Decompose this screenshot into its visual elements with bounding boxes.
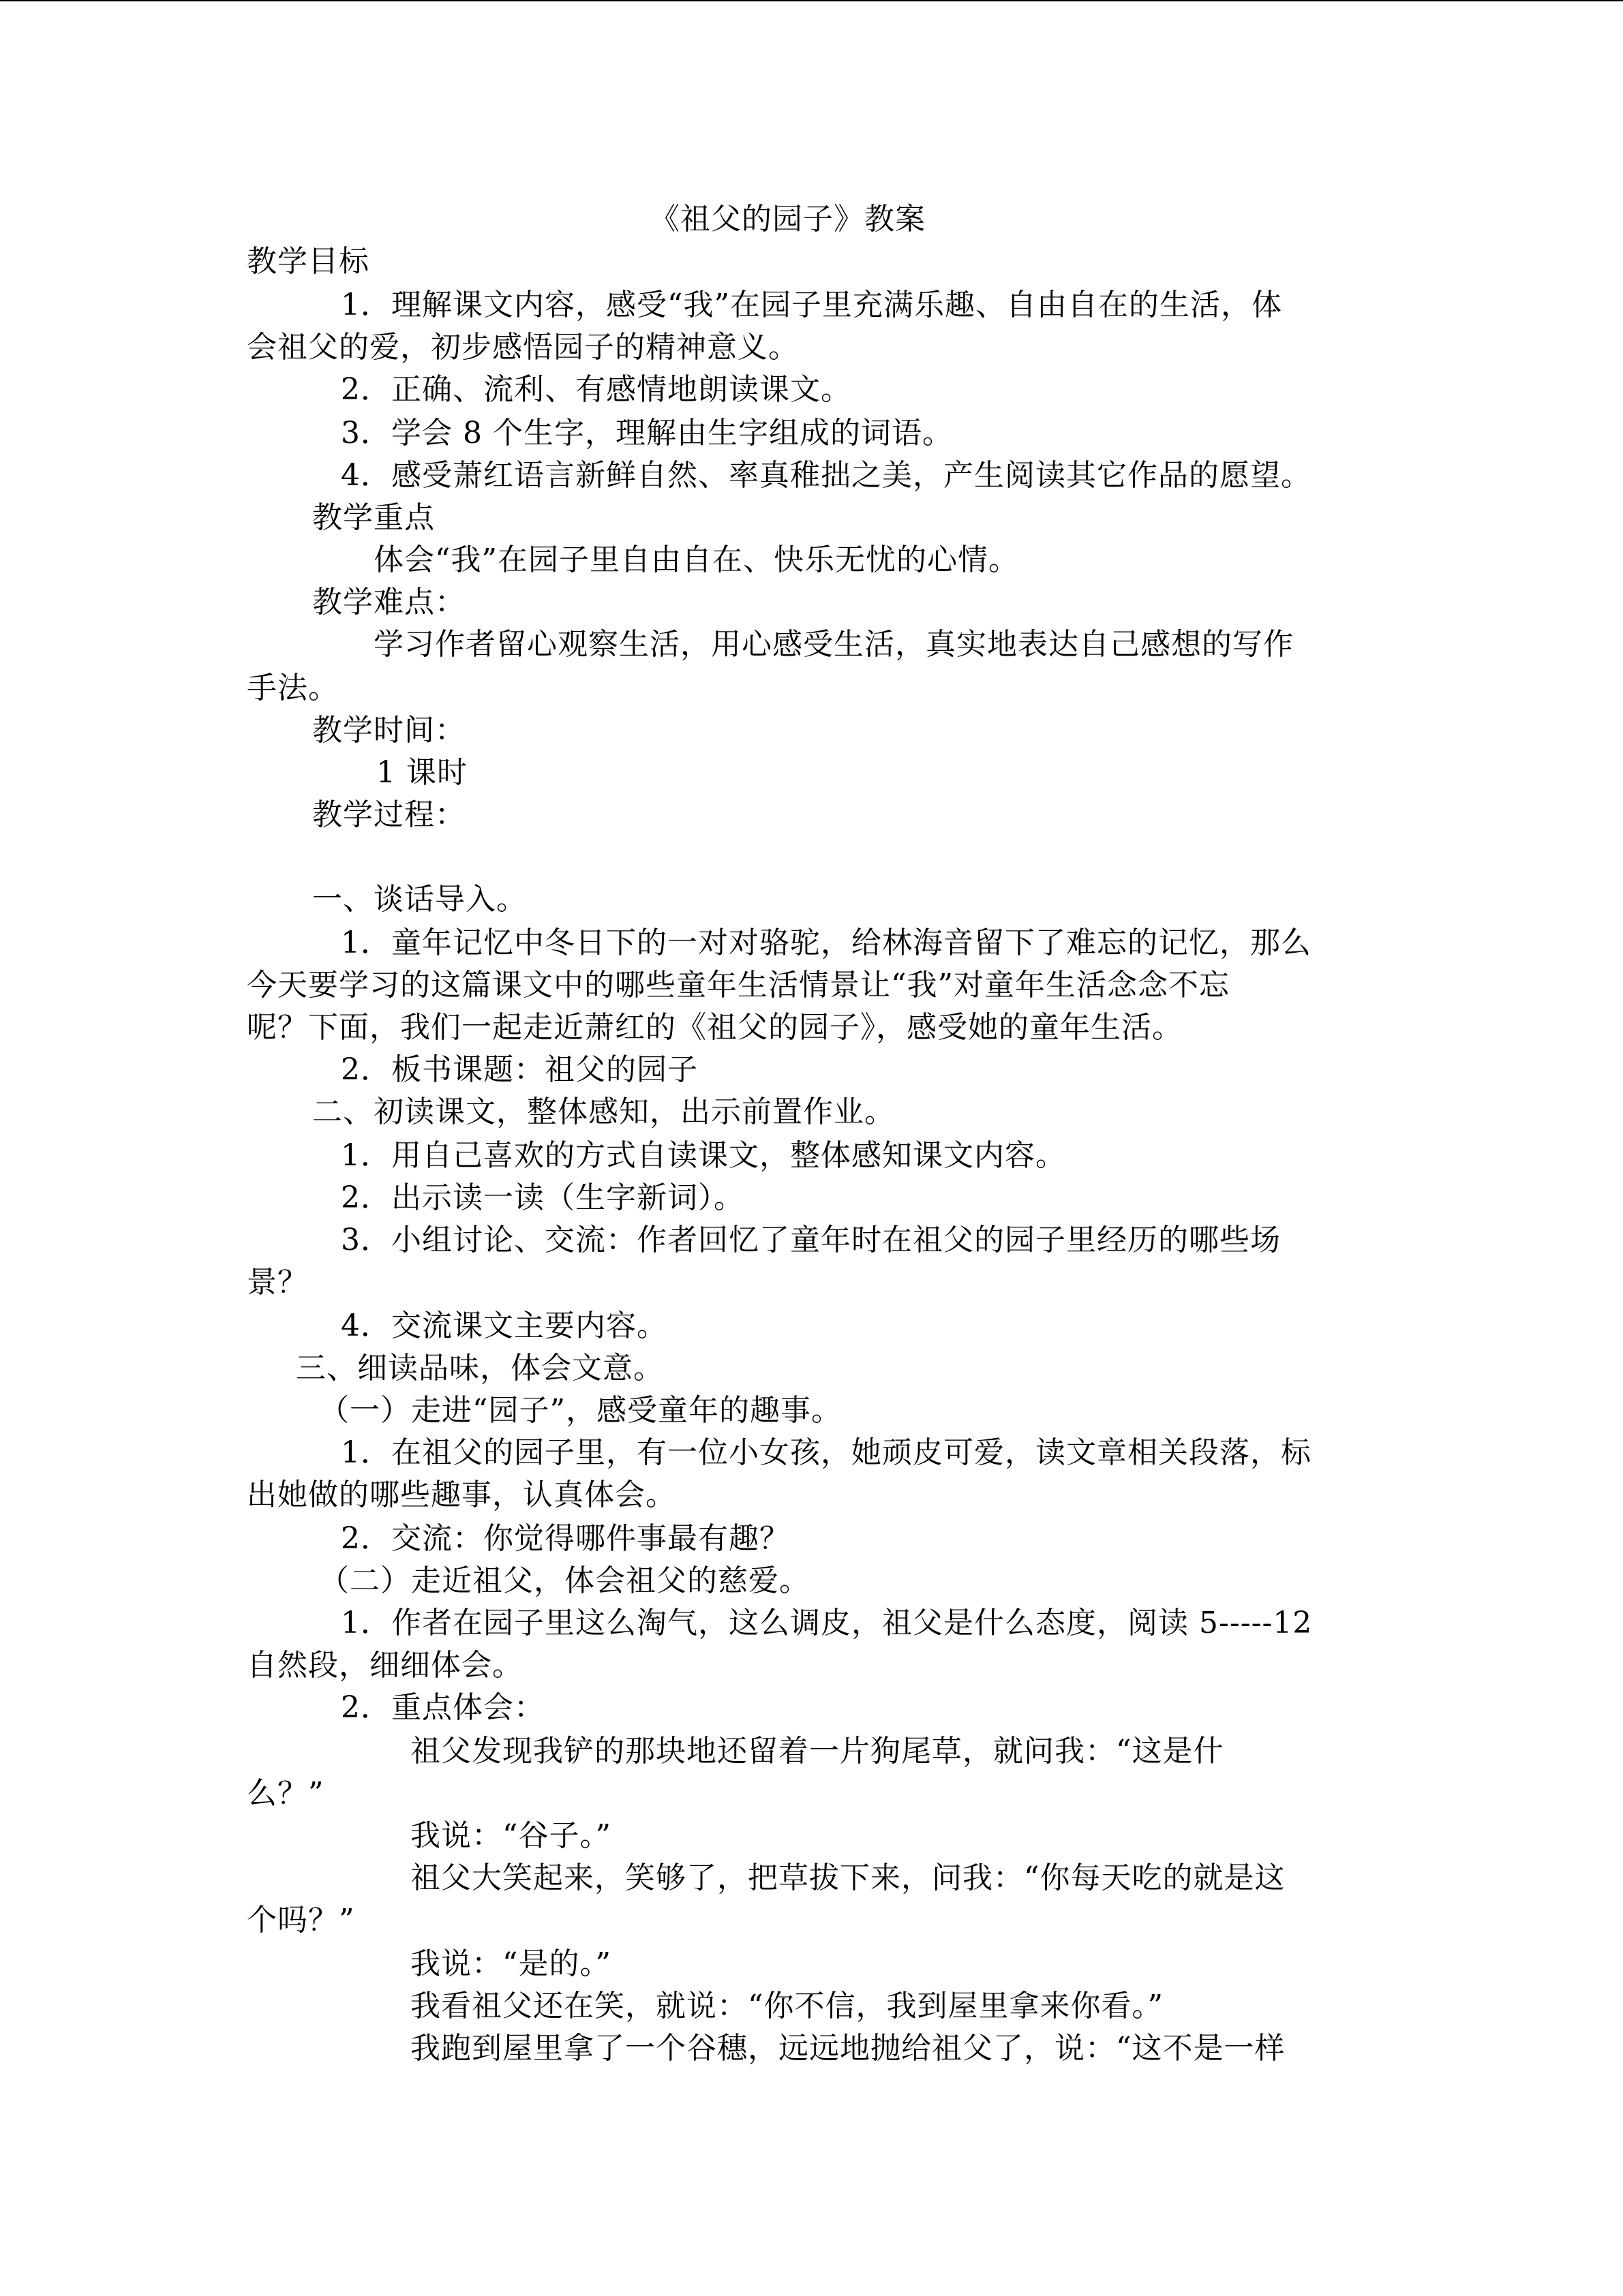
text-line: 会祖父的爱，初步感悟园子的精神意义。 — [247, 330, 799, 365]
quote-line: 个吗？” — [247, 1903, 355, 1938]
text-line: 4．交流课文主要内容。 — [341, 1308, 667, 1343]
text-line: 4．感受萧红语言新鲜自然、率真稚拙之美，产生阅读其它作品的愿望。 — [341, 458, 1311, 493]
text-line: 1．童年记忆中冬日下的一对对骆驼，给林海音留下了难忘的记忆，那么 — [341, 925, 1311, 960]
section-heading: 教学重点 — [312, 500, 435, 535]
quote-line: 我说：“是的。” — [410, 1946, 611, 1981]
text-line: 2．板书课题：祖父的园子 — [341, 1052, 698, 1087]
text-line: 1 课时 — [376, 755, 468, 790]
text-line: 1．在祖父的园子里，有一位小女孩，她顽皮可爱，读文章相关段落，标 — [341, 1435, 1311, 1470]
quote-line: 祖父发现我铲的那块地还留着一片狗尾草，就问我：“这是什 — [410, 1734, 1224, 1769]
section-heading: 三、细读品味，体会文意。 — [296, 1351, 664, 1386]
text-line: 呢？下面，我们一起走近萧红的《祖父的园子》，感受她的童年生活。 — [247, 1010, 1183, 1045]
text-line: 3．小组讨论、交流：作者回忆了童年时在祖父的园子里经历的哪些场 — [341, 1223, 1281, 1257]
page-title: 《祖父的园子》教案 — [650, 202, 926, 236]
text-line: 1．理解课文内容，感受“我”在园子里充满乐趣、自由自在的生活，体 — [341, 288, 1282, 322]
quote-line: 祖父大笑起来，笑够了，把草拔下来，问我：“你每天吃的就是这 — [410, 1861, 1286, 1895]
section-heading: 教学过程： — [312, 797, 466, 832]
subsection-heading: （一）走进“园子”，感受童年的趣事。 — [319, 1393, 842, 1428]
quote-line: 我看祖父还在笑，就说：“你不信，我到屋里拿来你看。” — [410, 1989, 1164, 2023]
quote-line: 么？” — [247, 1776, 324, 1811]
text-line: 体会“我”在园子里自由自在、快乐无忧的心情。 — [374, 542, 1019, 577]
quote-line: 我说：“谷子。” — [410, 1818, 611, 1853]
text-line: 2．交流：你觉得哪件事最有趣？ — [341, 1521, 790, 1556]
section-heading: 二、初读课文，整体感知，出示前置作业。 — [312, 1095, 895, 1129]
text-line: 今天要学习的这篇课文中的哪些童年生活情景让“我”对童年生活念念不忘 — [247, 968, 1230, 1002]
text-line: 1．用自己喜欢的方式自读课文，整体感知课文内容。 — [341, 1138, 1066, 1173]
text-line: 自然段，细细体会。 — [247, 1648, 523, 1683]
section-heading: 一、谈话导入。 — [312, 882, 527, 917]
text-line: 手法。 — [247, 671, 339, 705]
document-page — [0, 1, 1623, 2296]
text-line: 出她做的哪些趣事，认真体会。 — [247, 1478, 676, 1512]
text-line: 2．出示读一读（生字新词）。 — [341, 1180, 744, 1215]
section-heading: 教学时间： — [312, 713, 466, 748]
text-line: 1．作者在园子里这么淘气，这么调皮，祖父是什么态度，阅读 5-----12 — [341, 1606, 1313, 1640]
section-heading: 教学难点： — [312, 585, 466, 619]
text-line: 2．正确、流利、有感情地朗读课文。 — [341, 372, 851, 407]
text-line: 3．学会 8 个生字，理解由生字组成的词语。 — [341, 416, 953, 450]
text-line: 学习作者留心观察生活，用心感受生活，真实地表达自己感想的写作 — [374, 627, 1294, 662]
text-line: 景？ — [247, 1265, 308, 1300]
subsection-heading: （二）走近祖父，体会祖父的慈爱。 — [319, 1563, 810, 1598]
quote-line: 我跑到屋里拿了一个谷穗，远远地抛给祖父了，说：“这不是一样 — [410, 2031, 1286, 2066]
text-line: 2．重点体会： — [341, 1690, 545, 1725]
text-line: 教学目标 — [247, 244, 369, 279]
